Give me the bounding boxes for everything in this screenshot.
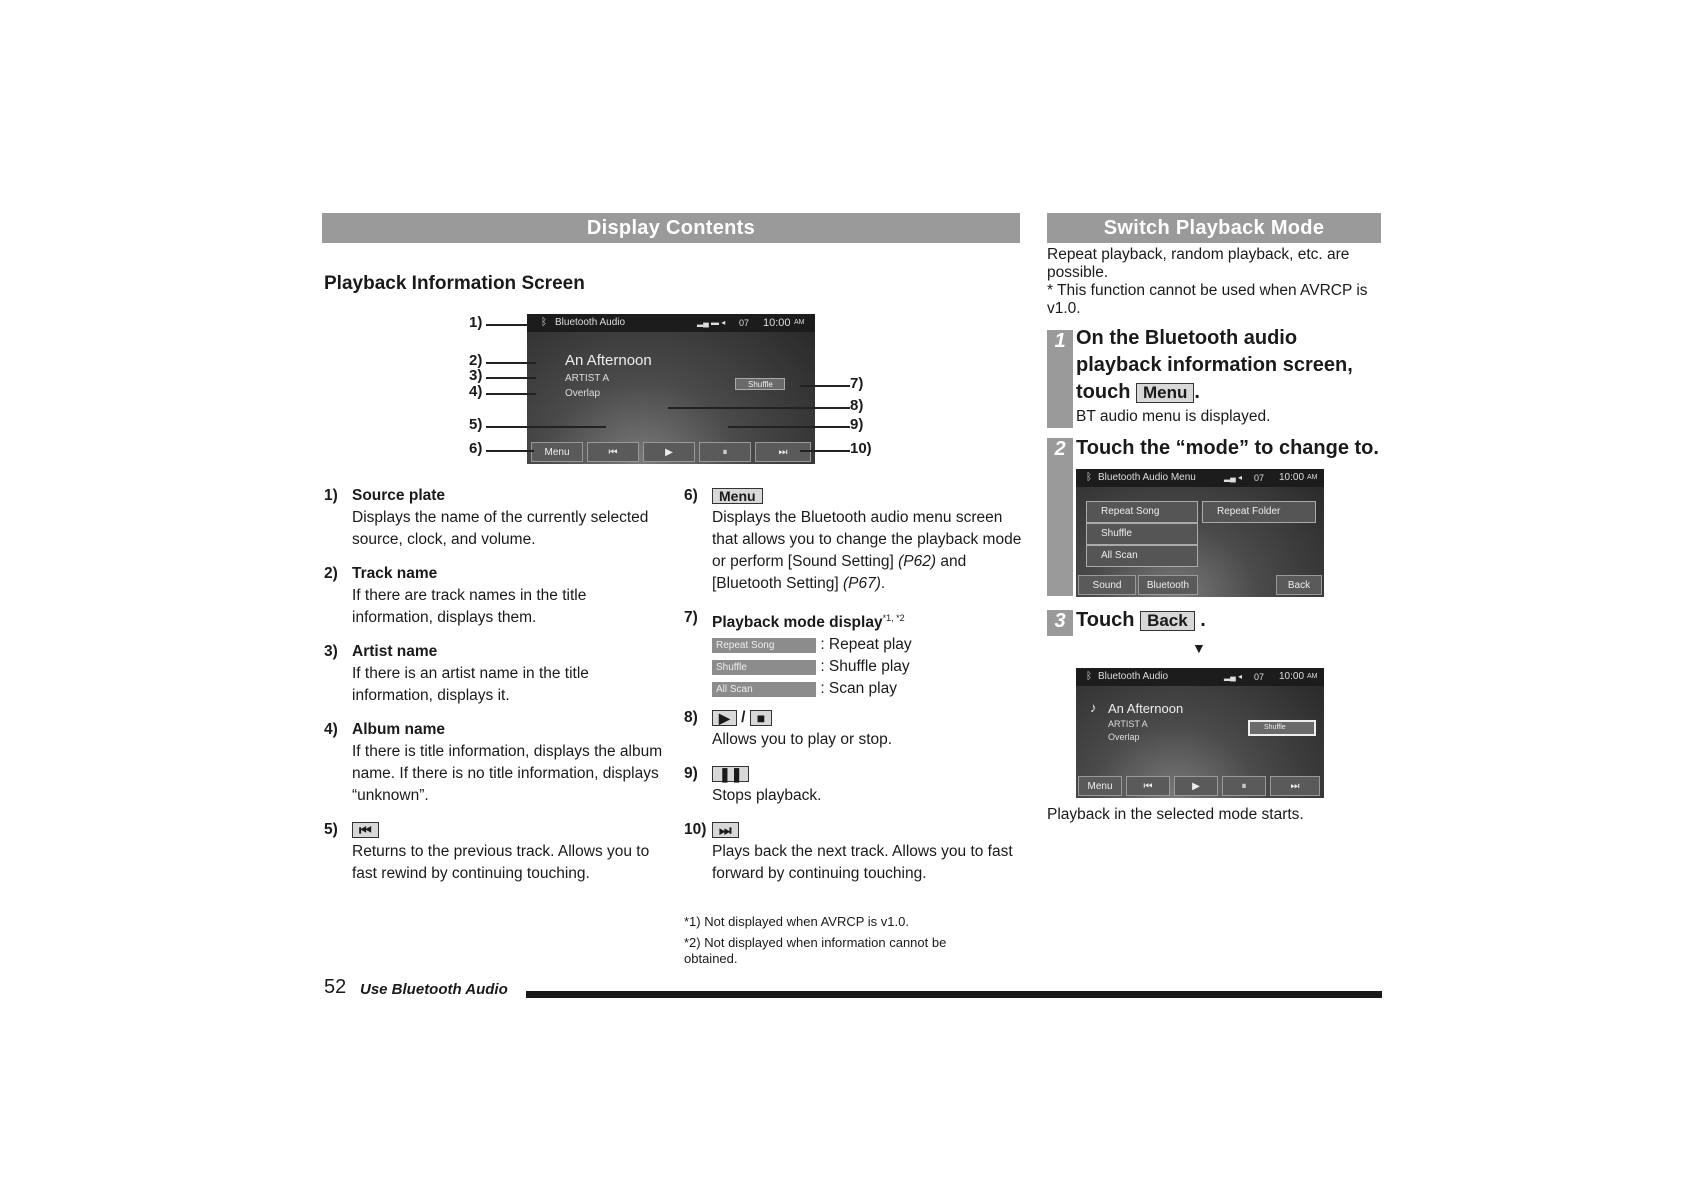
step-1-note: BT audio menu is displayed.	[1076, 408, 1271, 425]
callout-3: 3)	[469, 367, 483, 384]
footer-rule	[526, 991, 1382, 998]
leader-line	[486, 450, 534, 452]
callout-5: 5)	[469, 416, 483, 433]
bluetooth-icon: ᛒ	[1086, 472, 1092, 483]
item-source-plate: 1) Source plate Displays the name of the currently selected source, clock, and volume.	[324, 487, 649, 548]
page-ref-p67: (P67)	[842, 575, 881, 592]
callout-8: 8)	[850, 397, 864, 414]
signal-icon: ▂▄ ▬ ◂	[697, 318, 726, 327]
artist-name: ARTIST A	[1108, 719, 1148, 729]
clock-ampm: AM	[1307, 474, 1318, 481]
stop-key-icon: ■	[750, 710, 772, 726]
leader-line	[486, 324, 528, 326]
item-previous-track: 5) ⏮ Returns to the previous track. Allows you to fast rewind by continuing touching.	[324, 821, 650, 882]
previous-track-button[interactable]: ⏮	[587, 442, 639, 462]
next-track-key-icon: ⏭	[712, 822, 739, 838]
item-pause: 9) ❚❚ Stops playback.	[684, 765, 822, 804]
step-1-number: 1	[1047, 330, 1073, 428]
pause-key-icon: ❚❚	[712, 766, 749, 782]
clock: 10:00	[763, 317, 791, 329]
callout-7: 7)	[850, 375, 864, 392]
callout-1: 1)	[469, 314, 483, 331]
leader-line	[486, 362, 536, 364]
playback-info-heading: Playback Information Screen	[324, 273, 585, 294]
footnote-2: *2) Not displayed when information cannot be obtained.	[684, 935, 947, 966]
bluetooth-setting-button[interactable]: Bluetooth	[1138, 575, 1198, 595]
clock-ampm: AM	[1307, 673, 1318, 680]
playback-mode-display: Shuffle	[1248, 720, 1316, 736]
page-number: 52	[324, 976, 347, 998]
intro-text: Repeat playback, random playback, etc. are possible.	[1047, 246, 1350, 281]
playback-screen	[527, 314, 815, 464]
item-album-name: 4) Album name If there is title information, displays the album name. If there is no title information, displays “unknown”.	[324, 721, 663, 804]
menu-key: Menu	[1136, 383, 1194, 403]
step-1-text: On the Bluetooth audio playback information screen, touch Menu .	[1076, 327, 1353, 403]
playback-mode-display: Shuffle	[735, 378, 785, 390]
step-2-text: Touch the “mode” to change to.	[1076, 437, 1379, 459]
leader-line	[486, 377, 536, 379]
leader-line	[486, 426, 606, 428]
repeat-folder-button[interactable]: Repeat Folder	[1202, 501, 1316, 523]
callout-6: 6)	[469, 440, 483, 457]
leader-line	[486, 393, 536, 395]
step-3-text: Touch Back .	[1076, 609, 1206, 631]
playback-screen-result	[1076, 668, 1324, 798]
result-text: Playback in the selected mode starts.	[1047, 806, 1304, 823]
menu-button[interactable]: Menu	[531, 442, 583, 462]
repeat-song-pill: Repeat Song	[712, 638, 816, 653]
all-scan-pill: All Scan	[712, 682, 816, 697]
previous-track-button[interactable]: ⏮	[1126, 776, 1170, 796]
leader-line	[800, 450, 850, 452]
leader-line	[800, 385, 850, 387]
page-section: Use Bluetooth Audio	[360, 981, 508, 998]
next-track-button[interactable]: ⏭	[755, 442, 811, 462]
signal-icon: ▂▄ ◂	[1224, 473, 1243, 482]
bt-audio-menu-screen	[1076, 469, 1324, 597]
back-key: Back	[1140, 611, 1195, 631]
clock-ampm: AM	[794, 319, 805, 326]
play-button[interactable]: ▶	[1174, 776, 1218, 796]
menu-screen-title: Bluetooth Audio Menu	[1098, 472, 1196, 483]
artist-name: ARTIST A	[565, 373, 610, 384]
next-track-button[interactable]: ⏭	[1270, 776, 1320, 796]
volume-level: 07	[739, 318, 750, 328]
all-scan-button[interactable]: All Scan	[1086, 545, 1198, 567]
shuffle-pill: Shuffle	[712, 660, 816, 675]
back-button[interactable]: Back	[1276, 575, 1322, 595]
switch-playback-banner: Switch Playback Mode	[1047, 213, 1381, 243]
repeat-song-button[interactable]: Repeat Song	[1086, 501, 1198, 523]
item-next-track: 10) ⏭ Plays back the next track. Allows you to fast forward by continuing touching.	[684, 821, 1013, 882]
pause-button[interactable]: ⏸	[1222, 776, 1266, 796]
intro-note: * This function cannot be used when AVRCP is v1.0.	[1047, 282, 1368, 317]
signal-icon: ▂▄ ◂	[1224, 672, 1243, 681]
previous-track-key-icon: ⏮	[352, 822, 379, 838]
play-key-icon: ▶	[712, 710, 737, 726]
shuffle-button[interactable]: Shuffle	[1086, 523, 1198, 545]
down-arrow-icon: ▼	[1192, 640, 1206, 656]
album-name: Overlap	[565, 388, 601, 399]
bluetooth-icon: ᛒ	[1086, 671, 1092, 682]
music-note-icon: ♪	[1090, 700, 1097, 715]
menu-key: Menu	[712, 488, 763, 504]
leader-line	[668, 407, 850, 409]
menu-screen-title-bar	[1076, 469, 1324, 487]
callout-2: 2)	[469, 352, 483, 369]
callout-10: 10)	[850, 440, 872, 457]
clock: 10:00	[1279, 472, 1305, 483]
bluetooth-icon: ᛒ	[541, 317, 547, 328]
leader-line	[728, 426, 850, 428]
display-contents-banner: Display Contents	[322, 213, 1020, 243]
track-name: An Afternoon	[565, 352, 652, 369]
item-playback-mode-display: 7) Playback mode display$^{*1, *2}$ Repeat Song : Repeat play Shuffle : Shuffle play All Scan : Scan play	[684, 609, 912, 698]
source-plate	[527, 314, 815, 332]
sound-button[interactable]: Sound	[1078, 575, 1136, 595]
volume-level: 07	[1254, 672, 1265, 682]
item-play-stop: 8) ▶ / ■ Allows you to play or stop.	[684, 709, 893, 748]
source-plate	[1076, 668, 1324, 686]
album-name: Overlap	[1108, 732, 1140, 742]
item-artist-name: 3) Artist name If there is an artist name in the title information, displays it.	[324, 643, 589, 704]
callout-9: 9)	[850, 416, 864, 433]
source-name: Bluetooth Audio	[555, 317, 626, 328]
play-button[interactable]: ▶	[643, 442, 695, 462]
step-3-number: 3	[1047, 610, 1073, 636]
step-2-number: 2	[1047, 438, 1073, 596]
footnote-1: *1) Not displayed when AVRCP is v1.0.	[684, 914, 909, 929]
item-track-name: 2) Track name If there are track names in the title information, displays them.	[324, 565, 587, 626]
menu-button[interactable]: Menu	[1078, 776, 1122, 796]
clock: 10:00	[1279, 671, 1305, 682]
page-ref-p62: (P62)	[898, 553, 937, 570]
volume-level: 07	[1254, 473, 1265, 483]
track-name: An Afternoon	[1108, 701, 1184, 716]
pause-button[interactable]: ⏸	[699, 442, 751, 462]
item-menu: 6) Menu Displays the Bluetooth audio menu screen that allows you to change the playback mode or perform [Sound Setting] (P62) and [Bluetooth Setting] (P67).	[684, 487, 1022, 592]
source-name: Bluetooth Audio	[1098, 671, 1169, 682]
callout-4: 4)	[469, 383, 483, 400]
